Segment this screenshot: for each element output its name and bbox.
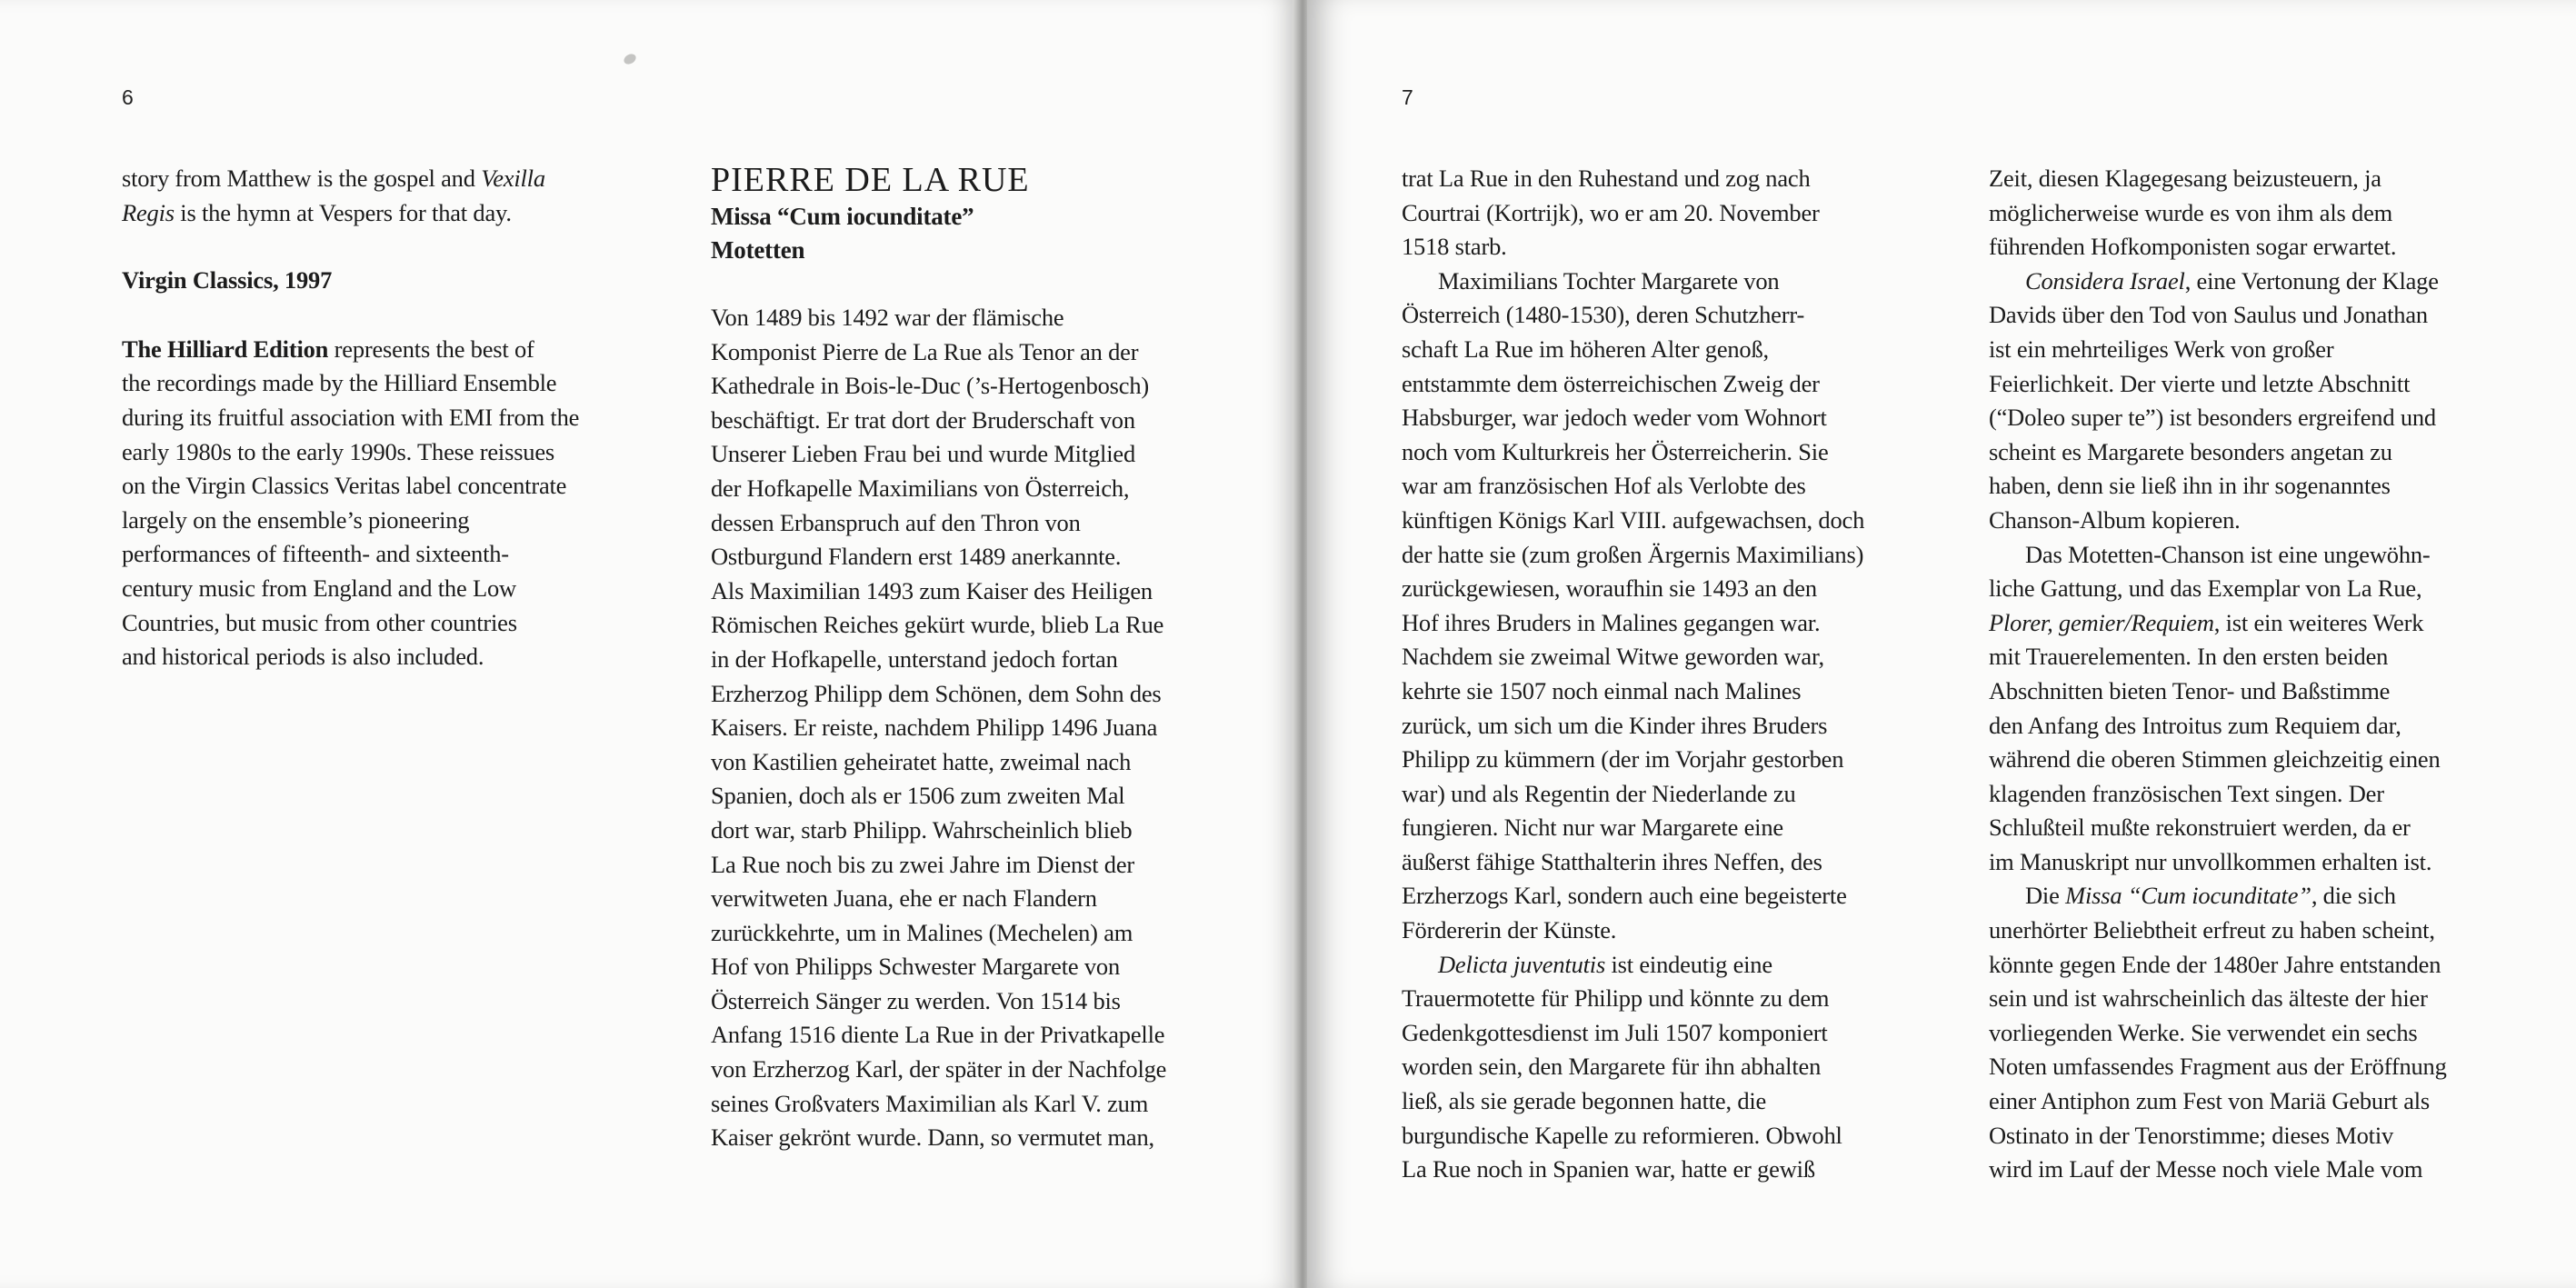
text-line: sein und ist wahrscheinlich das älteste der hier (1989, 984, 2428, 1013)
text-line: La Rue noch bis zu zwei Jahre im Dienst der (711, 850, 1135, 878)
text-line: beschäftigt. Er trat dort der Bruderschaft von (711, 405, 1135, 434)
text-line: largely on the ensemble’s pioneering (122, 505, 470, 534)
text-line: Hof ihres Bruders in Malines gegangen war. (1402, 608, 1821, 636)
text-line: von Erzherzog Karl, der später in der Nachfolge (711, 1055, 1167, 1083)
text-line: in der Hofkapelle, unterstand jedoch fortan (711, 644, 1118, 673)
text-line: (“Doleo super te”) ist besonders ergreifend und (1989, 404, 2436, 432)
text-line: Maximilians Tochter Margarete von (1438, 266, 1780, 295)
text-line: ist ein mehrteiliges Werk von großer (1989, 334, 2334, 363)
text-line: war am französischen Hof als Verlobte des (1402, 472, 1806, 500)
text-line: Hof von Philipps Schwester Margarete von (711, 953, 1121, 981)
text-line: Anfang 1516 diente La Rue in der Privatkapelle (711, 1021, 1165, 1049)
text-line: Considera Israel, eine Vertonung der Klage (2025, 266, 2439, 295)
text-line: seines Großvaters Maximilian als Karl V. zum (711, 1089, 1149, 1117)
text-line: zurückgewiesen, woraufhin sie 1493 an den (1402, 574, 1817, 603)
text-line: Komponist Pierre de La Rue als Tenor an der (711, 337, 1139, 365)
text-line: the recordings made by the Hilliard Ensemble (122, 369, 557, 397)
text-line: Fördererin der Künste. (1402, 916, 1617, 944)
text-line: Als Maximilian 1493 zum Kaiser des Heiligen (711, 576, 1153, 604)
text-line: ließ, als sie gerade begonnen hatte, die (1402, 1087, 1767, 1115)
text-line: Unserer Lieben Frau bei und wurde Mitglied (711, 440, 1135, 468)
text-line: worden sein, den Margarete für ihn abhalten (1402, 1053, 1822, 1081)
text-line: unerhörter Beliebtheit erfreut zu haben scheint, (1989, 916, 2435, 944)
text-line: Gedenkgottesdienst im Juli 1507 komponiert (1402, 1018, 1828, 1046)
text-line: Erzherzog Philipp dem Schönen, dem Sohn des (711, 679, 1162, 707)
text-line: entstammte dem österreichischen Zweig der (1402, 369, 1820, 397)
death-paragraph (1402, 162, 1911, 265)
right-page (1307, 0, 2576, 1288)
text-line: Die Missa “Cum iocunditate”, die sich (2025, 882, 2396, 910)
label-heading: Virgin Classics, 1997 (122, 266, 333, 295)
text-line: Ostburgund Flandern erst 1489 anerkannte. (711, 543, 1122, 571)
text-line: haben, denn sie ließ ihn in ihr sogenanntes (1989, 472, 2391, 500)
column-4 (1989, 162, 2543, 1187)
text-line: La Rue noch in Spanien war, hatte er gewiß (1402, 1155, 1815, 1183)
text-line: dort war, starb Philipp. Wahrscheinlich blieb (711, 815, 1133, 844)
text-line: vorliegenden Werke. Sie verwendet ein sechs (1989, 1018, 2418, 1046)
text-line: zurück, um sich um die Kinder ihres Bruders (1402, 711, 1828, 739)
text-line: liche Gattung, und das Exemplar von La Rue, (1989, 574, 2422, 603)
text-line: burgundische Kapelle zu reformieren. Obwohl (1402, 1121, 1842, 1149)
text-line: fungieren. Nicht nur war Margarete eine (1402, 814, 1783, 842)
text-line: Countries, but music from other countries (122, 608, 517, 636)
text-line: Davids über den Tod von Saulus und Jonathan (1989, 301, 2428, 329)
text-line: on the Virgin Classics Veritas label concentrate (122, 472, 567, 500)
biography-paragraph (711, 301, 1220, 1155)
considera-paragraph (1989, 265, 2543, 538)
text-line: Feierlichkeit. Der vierte und letzte Abschnitt (1989, 369, 2411, 397)
text-line: and historical periods is also included. (122, 643, 484, 671)
article-subtitle: Missa “Cum iocunditate” (711, 203, 974, 230)
text-line: dessen Erbanspruch auf den Thron von (711, 508, 1081, 536)
text-line: den Anfang des Introitus zum Requiem dar, (1989, 711, 2401, 739)
text-line: Habsburger, war jedoch weder vom Wohnort (1402, 404, 1827, 432)
text-line: kehrte sie 1507 noch einmal nach Malines (1402, 676, 1802, 704)
text-line: Regis is the hymn at Vespers for that day. (122, 198, 512, 226)
text-line: führenden Hofkomponisten sogar erwartet. (1989, 233, 2397, 261)
column-2 (711, 160, 1220, 1155)
text-line: Das Motetten-Chanson ist eine ungewöhn- (2025, 540, 2431, 568)
text-line: early 1980s to the early 1990s. These reissues (122, 437, 555, 465)
text-line: der Hofkapelle Maximilians von Österreich, (711, 474, 1130, 502)
text-line: Kaisers. Er reiste, nachdem Philipp 1496 Juana (711, 714, 1158, 742)
text-line: Noten umfassendes Fragment aus der Eröffnung (1989, 1053, 2447, 1081)
text-line: Zeit, diesen Klagegesang beizusteuern, ja (1989, 165, 2381, 192)
text-line: wird im Lauf der Messe noch viele Male vom (1989, 1155, 2423, 1183)
text-line: Von 1489 bis 1492 war der flämische (711, 304, 1064, 331)
text-line: Römischen Reiches gekürt wurde, blieb La Rue (711, 611, 1164, 639)
text-line: Nachdem sie zweimal Witwe geworden war, (1402, 643, 1824, 671)
text-line: Courtrai (Kortrijk), wo er am 20. November (1402, 198, 1820, 226)
article-title: PIERRE DE LA RUE (711, 161, 1030, 199)
missa-paragraph (1989, 879, 2543, 1186)
chanson-paragraph (1989, 538, 2543, 880)
text-line: Kaiser gekrönt wurde. Dann, so vermutet man, (711, 1123, 1154, 1152)
margarete-paragraph (1402, 265, 1911, 948)
text-line: Chanson-Album kopieren. (1989, 505, 2241, 534)
text-line: story from Matthew is the gospel and Vexilla (122, 165, 545, 192)
column-3 (1402, 162, 1911, 1187)
text-line: Philipp zu kümmern (der im Vorjahr gestorben (1402, 745, 1844, 774)
text-line: während die oberen Stimmen gleichzeitig einen (1989, 745, 2441, 774)
text-line: Ostinato in der Tenorstimme; dieses Motiv (1989, 1121, 2394, 1149)
text-line: noch vom Kulturkreis her Österreicherin. Sie (1402, 437, 1829, 465)
text-line: 1518 starb. (1402, 233, 1507, 261)
text-line: äußerst fähige Statthalterin ihres Neffen, des (1402, 847, 1822, 875)
text-line: mit Trauerelementen. In den ersten beiden (1989, 643, 2389, 671)
page-number-left: 6 (122, 85, 134, 109)
text-line: Abschnitten bieten Tenor- und Baßstimme (1989, 676, 2391, 704)
text-line: möglicherweise wurde es von ihm als dem (1989, 198, 2393, 226)
page-number-right: 7 (1402, 85, 1413, 109)
text-line: zurückkehrte, um in Malines (Mechelen) am (711, 918, 1133, 946)
text-line: der hatte sie (zum großen Ärgernis Maximilians) (1402, 540, 1864, 568)
text-line: Delicta juventutis ist eindeutig eine (1438, 950, 1772, 978)
text-line: Kathedrale in Bois-le-Duc (’s-Hertogenbosch) (711, 372, 1150, 400)
text-line: einer Antiphon zum Fest von Mariä Geburt als (1989, 1087, 2431, 1115)
column-1 (122, 162, 631, 674)
text-line: war) und als Regentin der Niederlande zu (1402, 779, 1796, 807)
text-line: Österreich (1480-1530), deren Schutzherr- (1402, 301, 1805, 329)
text-line: im Manuskript nur unvollkommen erhalten ist. (1989, 847, 2432, 875)
text-line: Österreich Sänger zu werden. Von 1514 bis (711, 986, 1121, 1014)
text-line: The Hilliard Edition represents the best of (122, 334, 534, 363)
text-line: schaft La Rue im höheren Alter genoß, (1402, 334, 1769, 363)
text-line: Spanien, doch als er 1506 zum zweiten Mal (711, 782, 1125, 810)
page-blemish (622, 52, 637, 66)
text-line: Plorer, gemier/Requiem, ist ein weiteres Werk (1989, 608, 2424, 636)
delicta-paragraph (1402, 948, 1911, 1187)
text-line: klagenden französischen Text singen. Der (1989, 779, 2384, 807)
article-subtitle-motets: Motetten (711, 236, 805, 264)
lament-paragraph (1989, 162, 2543, 265)
text-line: performances of fifteenth- and sixteenth- (122, 540, 509, 568)
edition-paragraph (122, 333, 631, 674)
intro-paragraph (122, 162, 631, 230)
text-line: century music from England and the Low (122, 574, 516, 602)
text-line: künftigen Königs Karl VIII. aufgewachsen, doch (1402, 505, 1865, 534)
text-line: könnte gegen Ende der 1480er Jahre entstanden (1989, 950, 2441, 978)
text-line: scheint es Margarete besonders angetan zu (1989, 437, 2392, 465)
text-line: Erzherzogs Karl, sondern auch eine begeisterte (1402, 882, 1847, 910)
text-line: von Kastilien geheiratet hatte, zweimal nach (711, 747, 1132, 775)
text-line: verwitweten Juana, ehe er nach Flandern (711, 884, 1097, 913)
text-line: Schlußteil mußte rekonstruiert werden, da er (1989, 814, 2411, 842)
text-line: Trauermotette für Philipp und könnte zu dem (1402, 984, 1830, 1013)
text-line: trat La Rue in den Ruhestand und zog nach (1402, 165, 1811, 192)
text-line: during its fruitful association with EMI from the (122, 403, 580, 431)
